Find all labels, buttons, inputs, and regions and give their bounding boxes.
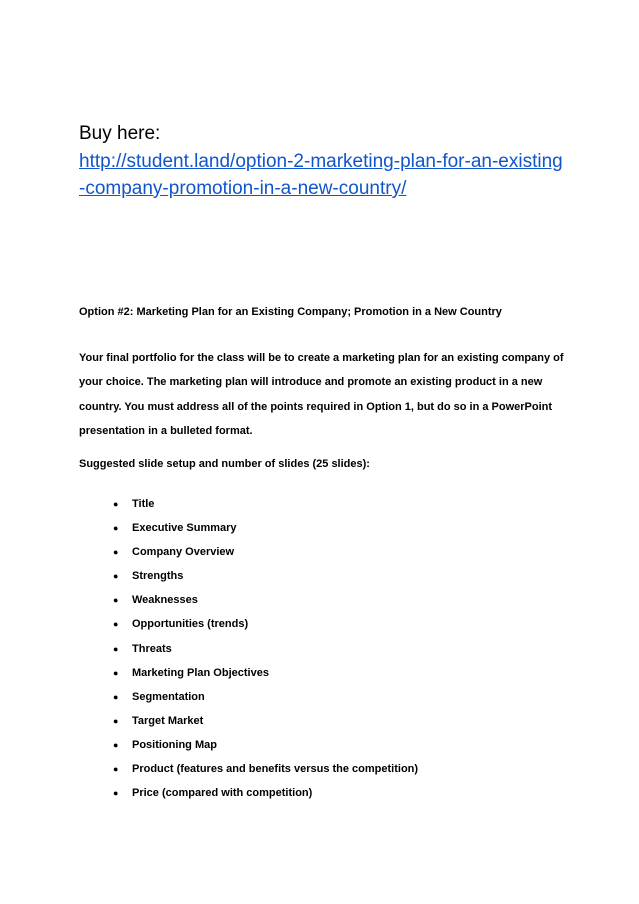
list-item-text: Segmentation: [132, 690, 205, 703]
list-item-text: Product (features and benefits versus the competition): [132, 763, 419, 776]
list-item-text: Weaknesses: [132, 594, 198, 607]
list-item-text: Executive Summary: [132, 522, 237, 535]
bullet-icon: ●: [113, 739, 119, 750]
list-item-text: Target Market: [132, 714, 204, 727]
bullet-icon: ●: [113, 643, 119, 654]
bullet-icon: ●: [113, 571, 119, 582]
option-heading: Option #2: Marketing Plan for an Existing Company; Promotion in a New Country: [79, 306, 502, 318]
list-item-text: Title: [132, 498, 155, 510]
bullet-icon: ●: [113, 715, 119, 726]
bullet-icon: ●: [113, 523, 119, 534]
bullet-icon: ●: [113, 764, 119, 775]
list-item-text: Strengths: [132, 570, 184, 583]
buy-link[interactable]: http://student.land/option-2-marketing-plan-for-an-existing-company-promotion-in-a-new-country/: [79, 151, 563, 199]
bullet-icon: ●: [113, 595, 119, 606]
intro-paragraph: Your final portfolio for the class will be to create a marketing plan for an existing company of your choice. The marketing plan will introduce and promote an existing product in a new country. You must address all of the points required in Option 1, but do so in a PowerPoint presentation in a bulleted format.: [79, 352, 564, 437]
bullet-icon: ●: [113, 547, 119, 558]
bullet-icon: ●: [113, 667, 119, 678]
list-item-text: Price (compared with competition): [132, 787, 313, 800]
list-item-text: Threats: [132, 642, 172, 655]
bullet-icon: ●: [113, 691, 119, 702]
bullet-icon: ●: [113, 619, 119, 630]
bullet-icon: ●: [113, 788, 119, 799]
list-item-text: Opportunities (trends): [132, 618, 249, 631]
buy-here-label: Buy here:: [79, 123, 161, 144]
suggested-slides-heading: Suggested slide setup and number of slides (25 slides):: [79, 458, 370, 470]
list-item-text: Marketing Plan Objectives: [132, 666, 269, 679]
bullet-icon: ●: [113, 499, 119, 509]
list-item-text: Company Overview: [132, 546, 235, 559]
list-item-text: Positioning Map: [132, 738, 217, 751]
